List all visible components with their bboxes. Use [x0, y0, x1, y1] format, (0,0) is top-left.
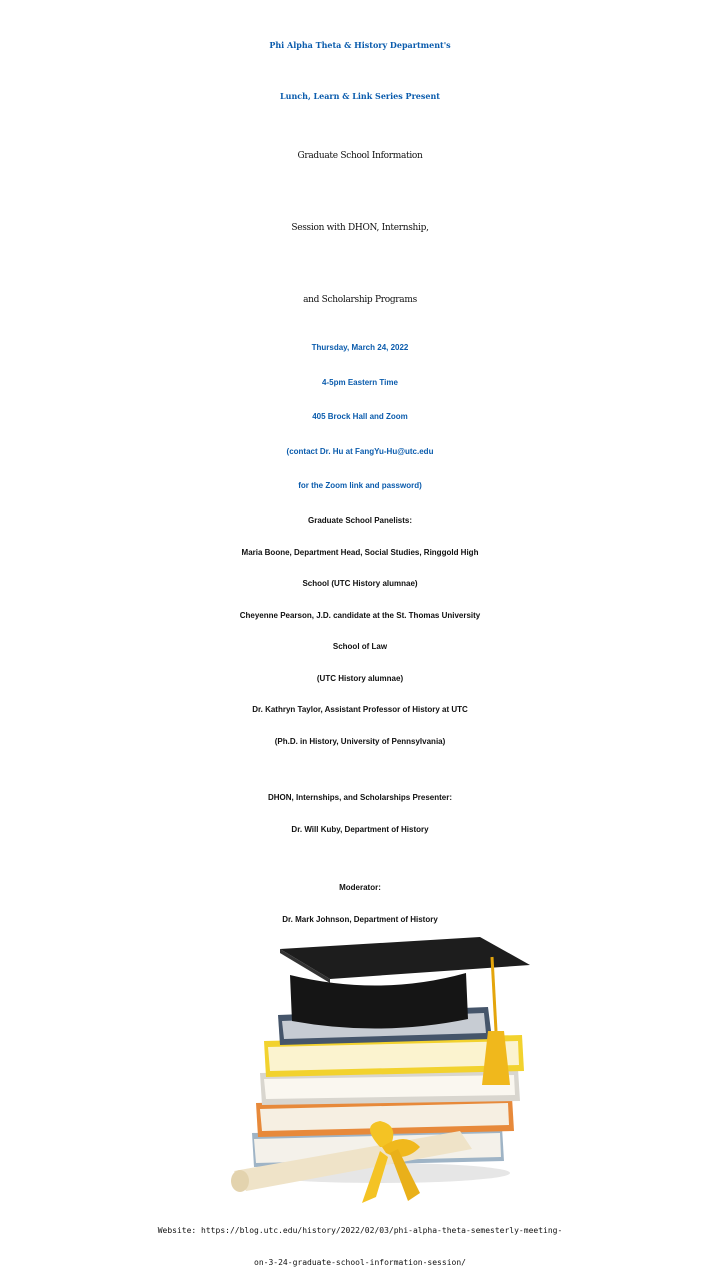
event-contact-line-1: (contact Dr. Hu at FangYu-Hu@utc.edu — [286, 446, 434, 456]
book-light-pages — [264, 1075, 515, 1099]
cap-base — [290, 973, 468, 1029]
panelist-2-line-3: (UTC History alumnae) — [316, 673, 404, 683]
website-line-1[interactable]: Website: https://blog.utc.edu/history/2022/02/03/phi-alpha-theta-semesterly-meeting- — [157, 1226, 563, 1235]
presenter-name: Dr. Will Kuby, Department of History — [291, 824, 429, 834]
event-title-line-2: Session with DHON, Internship, — [291, 223, 429, 233]
website-line-2[interactable]: on-3-24-graduate-school-information-session/ — [254, 1258, 466, 1267]
tassel-cord — [492, 957, 496, 1031]
series-header-line-2: Lunch, Learn & Link Series Present — [280, 91, 440, 101]
event-date: Thursday, March 24, 2022 — [311, 343, 409, 352]
event-title — [0, 120, 720, 336]
event-location: 405 Brock Hall and Zoom — [312, 412, 408, 421]
event-time: 4-5pm Eastern Time — [322, 377, 398, 387]
panelists-section — [0, 505, 720, 757]
event-contact-line-2: for the Zoom link and password) — [298, 481, 422, 490]
panelist-1-line-2: School (UTC History alumnae) — [302, 579, 418, 588]
panelist-2-line-2: School of Law — [332, 642, 388, 651]
presenter-section — [0, 782, 720, 845]
event-details — [0, 331, 720, 504]
series-header-line-1: Phi Alpha Theta & History Department's — [269, 40, 451, 50]
panelist-2-line-1: Cheyenne Pearson, J.D. candidate at the St. Thomas University — [239, 610, 481, 620]
moderator-name: Dr. Mark Johnson, Department of History — [282, 914, 438, 924]
panelists-heading: Graduate School Panelists: — [307, 516, 413, 525]
panelist-1-line-1: Maria Boone, Department Head, Social Studies, Ringgold High — [241, 547, 479, 557]
website-footer — [0, 1215, 720, 1279]
presenter-heading: DHON, Internships, and Scholarships Presenter: — [267, 793, 453, 802]
moderator-heading: Moderator: — [339, 883, 381, 892]
moderator-section — [0, 872, 720, 935]
graduation-books-illustration — [230, 935, 540, 1220]
panelist-3-line-1: Dr. Kathryn Taylor, Assistant Professor of History at UTC — [252, 705, 468, 714]
series-header — [0, 20, 720, 122]
diploma-end — [231, 1170, 249, 1192]
event-title-line-1: Graduate School Information — [297, 151, 423, 161]
event-title-line-3: and Scholarship Programs — [303, 295, 417, 305]
panelist-3-line-2: (Ph.D. in History, University of Pennsylvania) — [274, 736, 446, 746]
